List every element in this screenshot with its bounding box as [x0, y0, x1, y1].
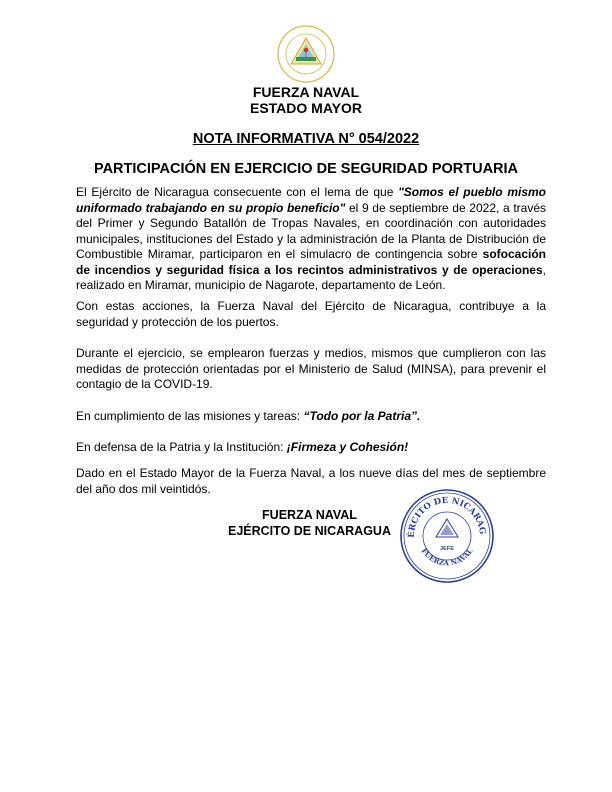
- paragraph-1-intro: El Ejército de Nicaragua consecuente con el lema de que: [76, 185, 399, 199]
- signature-block: [222, 507, 397, 539]
- organization-department: ESTADO MAYOR: [249, 100, 362, 116]
- nicaragua-coat-of-arms-icon: [276, 24, 336, 84]
- signature-line-1: FUERZA NAVAL: [262, 508, 357, 522]
- official-stamp-icon: [398, 487, 496, 585]
- paragraph-5-quote: ¡Firmeza y Cohesión!: [286, 440, 409, 454]
- paragraph-4-quote: “Todo por la Patria”.: [303, 409, 421, 423]
- stamp-bottom-text: FUERZA NAVAL: [419, 546, 475, 568]
- paragraph-1-bold: sofocación de incendios y seguridad física a los recintos administrativos y de operaciones: [76, 247, 546, 277]
- paragraph-5-intro: En defensa de la Patria y la Institución:: [76, 440, 287, 454]
- paragraph-1-motto: "Somos el pueblo mismo uniformado trabajando en su propio beneficio": [76, 185, 546, 215]
- paragraph-1: [76, 185, 546, 294]
- paragraph-1-middle: el 9 de septiembre de 2022, a través del Primer y Segundo Batallón de Tropas Navales, en coordinación con autoridades municipales, instituciones del Estado y la administración de la Planta de Distribución de Combustible Miramar, participaron en el simulacro de contingencia sobre: [76, 200, 547, 261]
- paragraph-3: Durante el ejercicio, se emplearon fuerzas y medios, mismos que cumplieron con las medidas de protección orientadas por el Ministerio de Salud (MINSA), para prevenir el contagio de la COVID-19.: [76, 346, 546, 391]
- paragraph-4: [76, 409, 546, 425]
- organization-name: FUERZA NAVAL: [252, 84, 360, 100]
- stamp-top-text: ÉRCITO DE NICARAG: [406, 495, 488, 538]
- paragraph-5: [76, 440, 546, 456]
- paragraph-2: Con estas acciones, la Fuerza Naval del Ejército de Nicaragua, contribuye a la seguridad y protección de los puertos.: [76, 299, 546, 329]
- paragraph-1-end: , realizado en Miramar, municipio de Nagarote, departamento de León.: [76, 262, 546, 292]
- paragraph-6: Dado en el Estado Mayor de la Fuerza Naval, a los nueve días del mes de septiembre del año dos mil veintidós.: [76, 466, 546, 496]
- document-title: NOTA INFORMATIVA N° 054/2022: [192, 131, 420, 147]
- document-subject: PARTICIPACIÓN EN EJERCICIO DE SEGURIDAD PORTUARIA: [93, 161, 519, 177]
- stamp-middle-text: JEFE: [440, 546, 454, 552]
- signature-line-2: EJÉRCITO DE NICARAGUA: [228, 524, 391, 538]
- paragraph-4-intro: En cumplimiento de las misiones y tareas:: [76, 409, 304, 423]
